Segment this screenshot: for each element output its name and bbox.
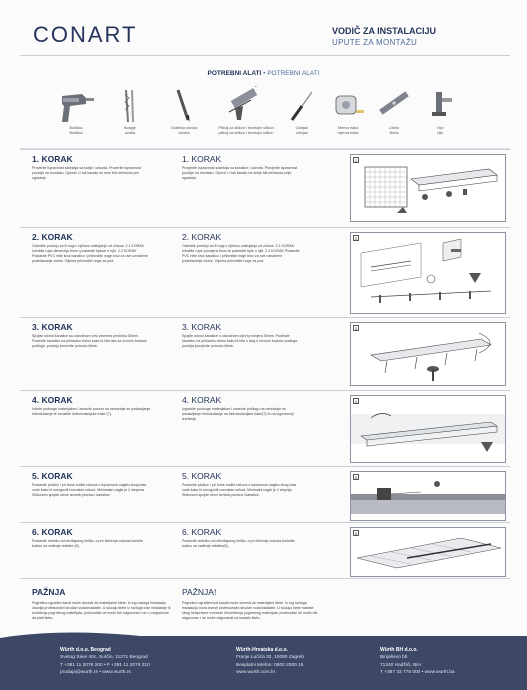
step-title: 5. KORAK [32,471,73,481]
company-name: Würth-Hrvatska d.o.o. [236,647,288,653]
step-text-alt: Provjerite ispravnost sadržaja sa kanalice i odvoda. Provjerite ispravnost pozicije za montažu. Oprez! U tuš kanalu ne smije biti nečistoća prije ugradnje. [182,166,298,180]
tool-screwdriver [278,86,326,135]
step-title: 1. KORAK [32,154,73,164]
step-number: 5 [354,475,358,480]
step-number: 4 [354,399,358,404]
company-city: 71240 Hadžići, BiH [380,662,421,668]
step-text: Postavite pločice i pri tome vodite računa o ispravnom nagibu zbog toka vode kako bi omogućili normalan odvod. Minimalan nagib je 2 stepena. Silikonom spojite oteće između pločica i kanalice. [32,483,147,497]
step-text: Odredite poziciju za 8 nogu i njihovo odstojanje od zidova. 2.1 KORAK Izbušite rupe dimenzija 6mm i postavite tiplove u njih. 2.2 KORAK Postavite PVC nitle kroz kanalicu i pričvrstite noge kroz za ove označene podešavanje visine. Vijcima pričvrstite noge za pod. [32,244,148,263]
screwdriver-icon [282,86,322,124]
tool-level [370,86,418,135]
tools-row [52,86,492,141]
warning-text-alt: Pogrešno ugrađeni tuš kanali može dovesti do materijalne štete. Iz tog razloga instalaciju mora izvesti profesionalni stručan vodoinstalater. U slučaju štete nastale zbog neispravne montaže ili korištenja pogrešnog materijala, proizvođač ne može biti odgovoran i ne može odgovarati za nastalu štetu. [182,601,318,620]
drain-channel-illustration [351,155,505,221]
footer [0,640,527,690]
step-title-alt: 6. KORAK [182,527,222,537]
step-title: 2. KORAK [32,232,73,242]
step-title: 3. KORAK [32,322,73,332]
footer-curve [0,628,527,642]
tool-label: Merna traka [337,126,359,130]
tool-label: Vijci [436,126,444,130]
company-web: www.wurth.com.hr [236,670,276,676]
company-phone-web: T +387 33 775 000 • www.wurth.ba [380,670,455,676]
step-3 [20,317,510,390]
caulking-gun-icon [221,86,271,124]
step-text-alt: Postavite pločice i pri tome vodite računa o ispravnom nagibu zbog toka vode kako bi omogućili normalan odvod. Minimalni nagib je 2 stupnja. Silikonom spojite otvor između pločica i kanalice. [182,483,297,497]
step-text: Proverite ispravnost sadržaja sa kutije i odvoda. Proverite ispravnost pozicije za montažu. Oprezi! U tuš kanalu ne sme biti nečistoća pre ugradnje. [32,166,141,180]
step-number: 2 [354,236,358,241]
tool-label-alt: vijci [436,130,444,135]
tape-measure-icon [328,86,368,124]
warning-text: Pogrešno ugrađen kanal može dovesti do materijalne štete. Iz tog razloga instalaciju obavlja profesionalni stručan vodoinstalater. U slučaju štete iz razloga loše instalacije ili korištenja pogrešnog materijala, proizvođač ne može biti odgovoran i ne u mogućnosti da plati štetu. [32,601,171,620]
grate-illustration [351,528,505,576]
step-text-alt: Postavite rešetku od nehrđajućeg čelika, a pri čišćenju odvoda koristite kukicu za vađenje rešetke(8). [182,539,295,548]
waterproofing-illustration [351,396,505,462]
step-text: Izlivite podnoge materijalom i zdravite poseru na nedostaje se postavljanje hidroizolacije te označite hidroizolacijske trake (7). [32,407,151,416]
step-text: Postavite rešetku od nerđajućeg čelika, a pre čišćenja odvoda korisite kukicu za vađenje rešetke (8). [32,539,143,548]
tool-label: Odvijač [295,126,309,130]
tool-label-alt: olovka [178,130,190,135]
brand-logo: CONART [33,22,138,47]
leg-mounting-illustration [351,233,505,313]
company-web: prodaja@wurth.rs • www.wurth.rs [60,670,131,676]
warning-title-alt: PAŽNJA! [182,587,217,597]
step-number: 3 [354,326,358,331]
tool-label-alt: libela [389,130,399,135]
company-address: Binjaševo bb [380,655,408,660]
step-title-alt: 1. KORAK [182,154,222,164]
step-title-alt: 3. KORAK [182,322,222,332]
tool-label-alt: svrdla [124,130,136,135]
step-text: Spojite odvod kanalice sa odvodnom cevi promera prečnika 50mm. Podesite kanalicu na prikladnu visinu kako bi bila ista sa nivoom buduće podloge, pozicija proverite pomoću libele. [32,334,147,348]
page-title: VODIČ ZA INSTALACIJU [332,26,437,36]
tool-label: Graficka olovka [170,126,198,130]
level-icon [374,86,414,124]
drill-bit-icon [110,86,150,124]
drain-connection-illustration [351,323,505,385]
tool-label-alt: mjerna traka [337,130,359,135]
step-illustration [350,154,506,222]
tool-label-alt: Bušilica [69,130,83,135]
step-number: 1 [354,158,358,163]
warning-title: PAŽNJA [32,587,66,597]
step-title: 4. KORAK [32,395,73,405]
step-title-alt: 4. KORAK [182,395,222,405]
pencil-icon [164,86,204,124]
tools-heading-bold: POTREBNI ALATI [207,70,262,77]
step-4 [20,390,510,466]
step-2 [20,227,510,317]
page-subtitle: UPUTE ZA MONTAŽU [332,38,418,47]
tool-pencil [160,86,208,135]
tool-caulking-gun [216,86,276,135]
step-6 [20,522,510,578]
step-text-alt: Izgradite podnoge materijalom i zdravite podlogu na nedostaje se postavljanje hidroizolacije na hidroizolacijske trake(7) te na izgovorenji izvršenju. [182,407,294,421]
step-text-alt: Spojite odvod kanalice s odvodnom cijevi promjera 50mm. Podesite kanalicu na prikladnu visinu kako bi bila u istoj s nivoom buduće podloge, pozicija provjerite pomoću libele. [182,334,299,348]
step-text-alt: Odredite poziciju za 8 nogu i njihovo odstojanje od zidova. 2.1 KORAK Izbušite rupe promjera 6mm te postavite tiple u njih. 2.2 KORAK Postavite PVC nitle kroz kanalicu i pričvrstite noge kroz za ove označene podešavanje visine. Vijcima pričvrstite noge za pod. [182,244,300,263]
footer-contact-croatia [236,646,304,677]
tool-label: Pištolj za silikon i bezbojni silikon [218,126,274,130]
step-1 [20,149,510,227]
step-illustration [350,322,506,386]
anchor-icon [420,86,460,124]
tool-label-alt: pištolj za silikon i bezbojni silikon [218,130,274,135]
step-illustration [350,395,506,463]
tool-tape-measure [324,86,372,135]
tools-heading-rest: • POTREBNI ALATI [261,70,320,77]
step-illustration [350,527,506,577]
step-title-alt: 2. KORAK [182,232,222,242]
tool-drill-bits [106,86,154,135]
step-title: 6. KORAK [32,527,73,537]
step-5 [20,466,510,522]
step-number: 6 [354,531,358,536]
footer-contact-bih [380,646,455,677]
tool-anchors [416,86,464,135]
company-name: Würth d.o.o. Beograd [60,647,111,653]
tool-drill [52,86,100,135]
company-phone: T +381 11 2078 200 • F +381 11 2078 210 [60,662,150,668]
tools-heading [0,70,527,77]
tiling-illustration [351,472,505,520]
footer-contact-serbia [60,646,150,677]
drill-icon [56,86,96,124]
step-illustration [350,471,506,521]
tool-label-alt: odvijač [296,130,308,135]
company-phone: Besplatni telefon: 0800 2000 15 [236,662,304,668]
company-address: Svetog Save 40c, Surčin, 11271 Beograd [60,655,148,660]
tool-label: Bušilica [69,126,83,130]
step-illustration [350,232,506,314]
step-title-alt: 5. KORAK [182,471,222,481]
header-divider [20,55,510,56]
company-name: Würth BH d.o.o. [380,647,418,653]
company-address: Franje Lučića 32, 10090 Zagreb [236,655,304,660]
tool-label: Libela [388,126,400,130]
tool-label: Burgije [124,126,136,130]
